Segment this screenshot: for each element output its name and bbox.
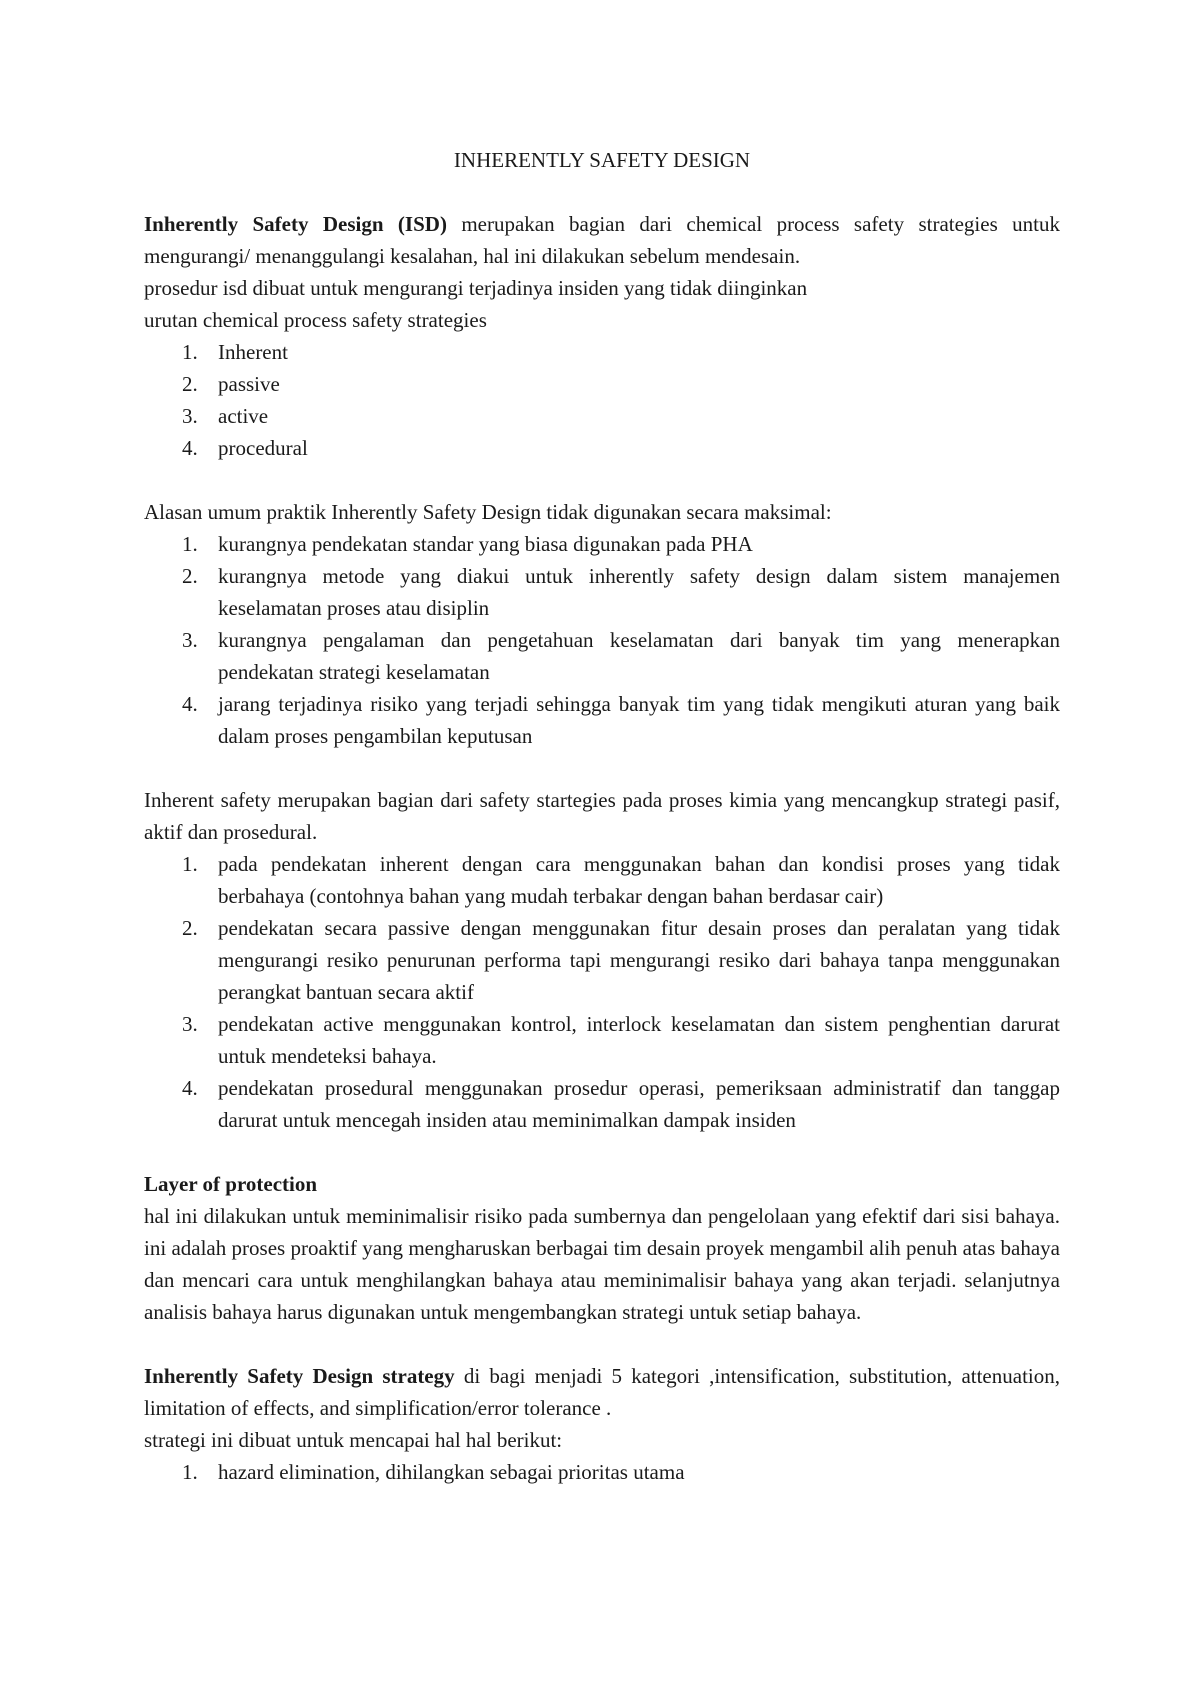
list-number: 3. [182,1012,198,1036]
list-number: 3. [182,404,198,428]
strategy-paragraph [144,1360,1060,1424]
list-number: 2. [182,916,198,940]
strategy-bold-term: Inherently Safety Design strategy [144,1364,455,1388]
list-item-text: kurangnya pendekatan standar yang biasa digunakan pada PHA [218,532,753,556]
list-number: 2. [182,372,198,396]
intro-line-3: urutan chemical process safety strategies [144,308,487,332]
list-item-text: Inherent [218,340,288,364]
list-number: 1. [182,1460,198,1484]
list-item-text: jarang terjadinya risiko yang terjadi sehingga banyak tim yang tidak mengikuti aturan yang baik dalam proses pengambilan keputusan [218,692,1060,748]
list-number: 1. [182,340,198,364]
strategy-line-2: strategi ini dibuat untuk mencapai hal hal berikut: [144,1428,563,1452]
list-item [144,336,1060,368]
list-item-text: kurangnya pengalaman dan pengetahuan keselamatan dari banyak tim yang menerapkan pendekatan strategi keselamatan [218,628,1060,684]
intro-text: merupakan bagian dari chemical process safety strategies untuk mengurangi/ menanggulangi kesalahan, hal ini dilakukan sebelum mendesain. [144,212,1060,268]
intro-bold-term: Inherently Safety Design (ISD) [144,212,447,236]
spacer [144,1136,1060,1168]
inherent-paragraph: Inherent safety merupakan bagian dari safety startegies pada proses kimia yang mencangkup strategi pasif, aktif dan prosedural. [144,788,1060,844]
spacer [144,752,1060,784]
list-item-text: pendekatan active menggunakan kontrol, interlock keselamatan dan sistem penghentian darurat untuk mendeteksi bahaya. [218,1012,1060,1068]
list-item-text: active [218,404,269,428]
list-number: 2. [182,564,198,588]
list-item-text: procedural [218,436,308,460]
document-title: INHERENTLY SAFETY DESIGN [453,148,751,172]
layer-heading-text: Layer of protection [144,1172,318,1196]
list-number: 4. [182,436,198,460]
list-number: 3. [182,628,198,652]
list-item [144,1072,1060,1136]
list-item-text: pada pendekatan inherent dengan cara menggunakan bahan dan kondisi proses yang tidak berbahaya (contohnya bahan yang mudah terbakar dengan bahan berdasar cair) [218,852,1060,908]
strategy-order-list [144,336,1060,464]
list-number: 1. [182,852,198,876]
list-item [144,912,1060,1008]
list-item [144,1008,1060,1072]
list-item-text: pendekatan prosedural menggunakan prosedur operasi, pemeriksaan administratif dan tanggap darurat untuk mencegah insiden atau meminimalkan dampak insiden [218,1076,1060,1132]
spacer [144,1328,1060,1360]
list-item [144,688,1060,752]
list-item [144,528,1060,560]
list-item-text: pendekatan secara passive dengan menggunakan fitur desain proses dan peralatan yang tidak mengurangi resiko penurunan performa tapi mengurangi resiko dari bahaya tanpa menggunakan perangkat bantuan secara aktif [218,916,1060,1004]
list-item [144,848,1060,912]
layer-heading [144,1168,1060,1200]
reasons-heading: Alasan umum praktik Inherently Safety Design tidak digunakan secara maksimal: [144,500,832,524]
list-item-text: passive [218,372,280,396]
list-item [144,432,1060,464]
intro-line-2: prosedur isd dibuat untuk mengurangi terjadinya insiden yang tidak diinginkan [144,276,808,300]
list-item [144,368,1060,400]
spacer [144,464,1060,496]
list-item [144,624,1060,688]
list-item-text: kurangnya metode yang diakui untuk inherently safety design dalam sistem manajemen keselamatan proses atau disiplin [218,564,1060,620]
intro-paragraph [144,208,1060,272]
layer-paragraph: hal ini dilakukan untuk meminimalisir risiko pada sumbernya dan pengelolaan yang efektif dari sisi bahaya. ini adalah proses proaktif yang mengharuskan berbagai tim desain proyek mengambil alih penuh atas bahaya dan mencari cara untuk menghilangkan bahaya atau meminimalisir bahaya yang akan terjadi. selanjutnya analisis bahaya harus digunakan untuk mengembangkan strategi untuk setiap bahaya. [144,1204,1060,1324]
strategy-goals-list [144,1456,1060,1488]
list-number: 1. [182,532,198,556]
approach-list [144,848,1060,1136]
list-item [144,1456,1060,1488]
list-item [144,400,1060,432]
strategy-text: di bagi menjadi 5 kategori ,intensification, substitution, attenuation, limitation of effects, and simplification/error tolerance . [144,1364,1060,1420]
list-item-text: hazard elimination, dihilangkan sebagai prioritas utama [218,1460,685,1484]
list-number: 4. [182,1076,198,1100]
list-item [144,560,1060,624]
list-number: 4. [182,692,198,716]
reasons-list [144,528,1060,752]
